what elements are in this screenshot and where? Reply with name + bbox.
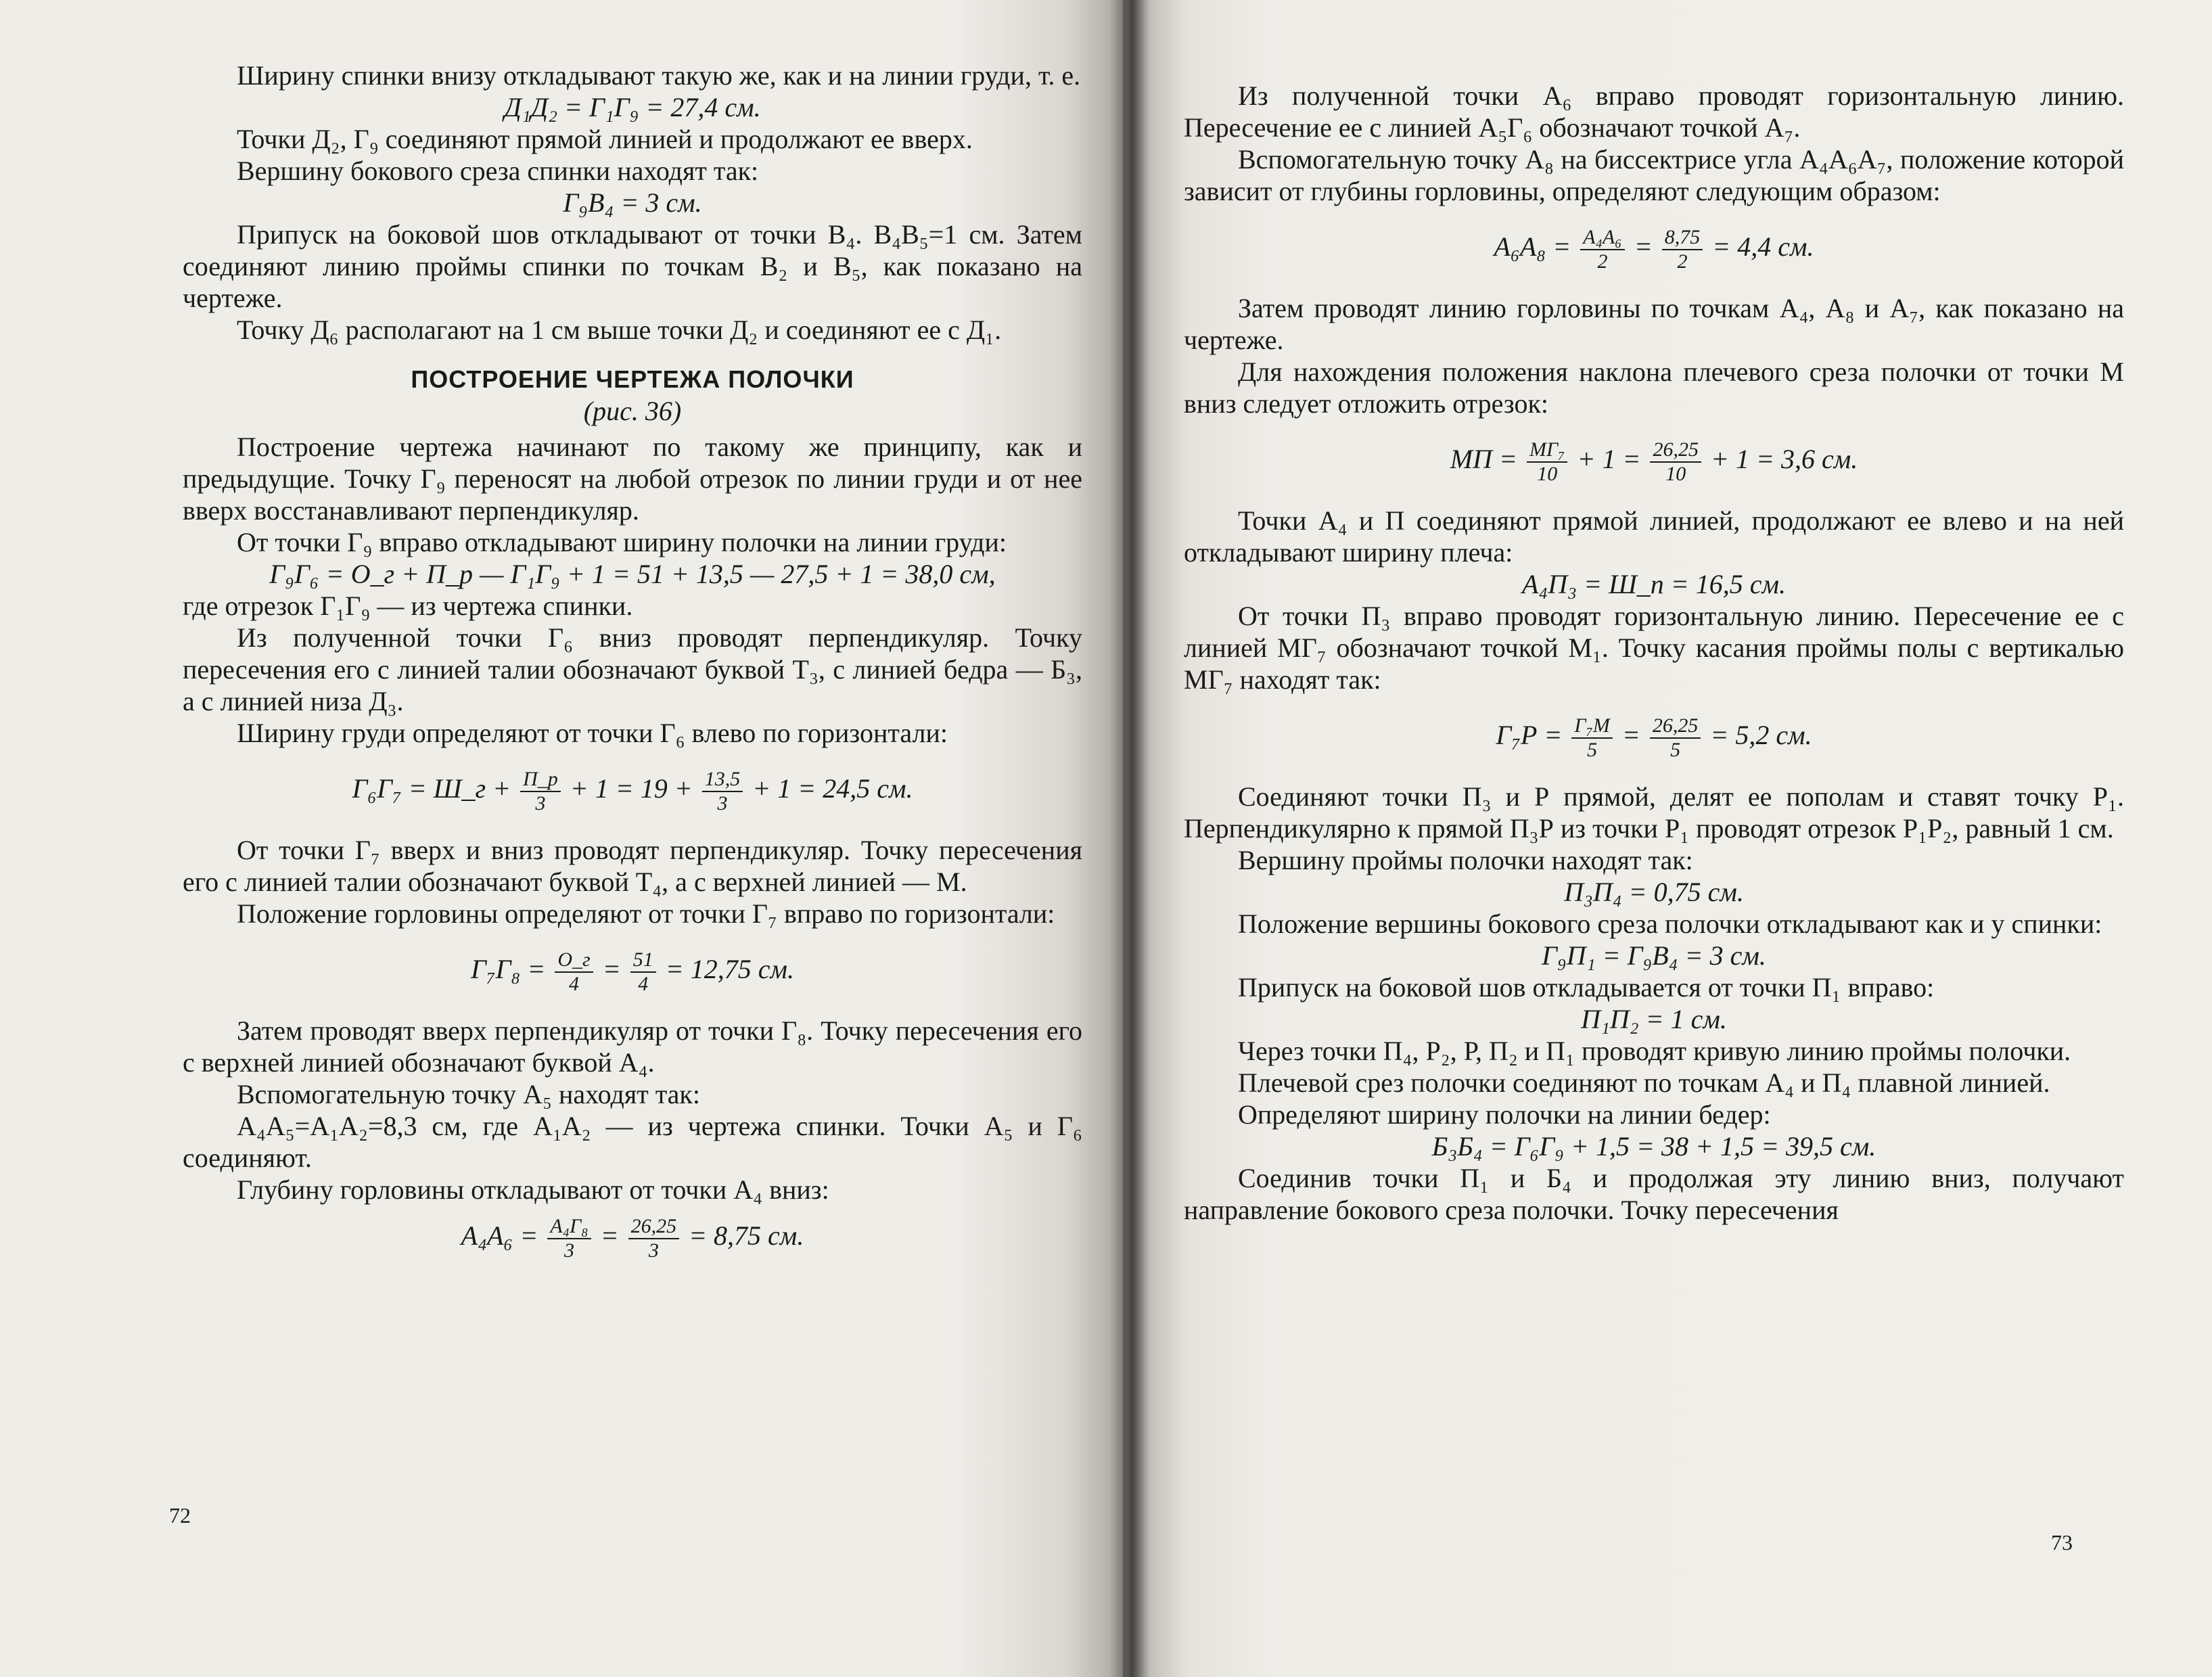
paragraph: Вершину бокового среза спинки находят так: bbox=[237, 156, 759, 186]
equation: Б₃Б₄ = Г₆Г₉ + 1,5 = 38 + 1,5 = 39,5 см. bbox=[1431, 1131, 1876, 1162]
paragraph: Положение горловины определяют от точки Г₇ вправо по горизонтали: bbox=[237, 898, 1055, 929]
paragraph: От точки Г₇ вверх и вниз проводят перпендикуляр. Точку пересечения его с линией талии обозначают буквой Т₄, а с верхней линией — М. bbox=[183, 835, 1082, 897]
equation bbox=[1184, 438, 2124, 486]
equation bbox=[183, 948, 1082, 996]
numerator: П_р bbox=[520, 768, 561, 792]
equation-part: А₆А₈ = bbox=[1494, 231, 1571, 262]
paragraph: Точку Д₆ располагают на 1 см выше точки Д₂ и соединяют ее с Д₁. bbox=[237, 315, 1002, 345]
equation: А₄П₃ = Ш_п = 16,5 см. bbox=[1521, 569, 1787, 599]
paragraph: Вершину проймы полочки находят так: bbox=[1238, 845, 1693, 875]
paragraph: Соединяют точки П₃ и Р прямой, делят ее пополам и ставят точку Р₁. Перпендикулярно к прямой П₃Р из точки Р₁ проводят отрезок Р₁Р₂, равный 1 см. bbox=[1184, 781, 2124, 844]
paragraph: Через точки П₄, Р₂, Р, П₂ и П₁ проводят кривую линию проймы полочки. bbox=[1238, 1036, 2071, 1066]
numerator: 8,75 bbox=[1662, 226, 1703, 250]
right-page-text bbox=[1184, 80, 2124, 1226]
paragraph: Построение чертежа начинают по такому же принципу, как и предыдущие. Точку Г₉ переносят на любой отрезок по линии груди и от нее вверх восстанавливают перпендикуляр. bbox=[183, 432, 1082, 526]
denominator: 10 bbox=[1665, 463, 1686, 485]
paragraph: Вспомогательную точку А₅ находят так: bbox=[237, 1079, 700, 1109]
equation-part: = 4,4 см. bbox=[1712, 231, 1814, 262]
paragraph: Ширину груди определяют от точки Г₆ влево по горизонтали: bbox=[237, 718, 948, 748]
fraction bbox=[1580, 226, 1625, 273]
denominator: 5 bbox=[1670, 739, 1681, 761]
numerator: 13,5 bbox=[702, 768, 743, 792]
paragraph: Из полученной точки А₆ вправо проводят горизонтальную линию. Пересечение ее с линией А₅Г₆ обозначают точкой А₇. bbox=[1184, 81, 2124, 143]
paragraph: Из полученной точки Г₆ вниз проводят перпендикуляр. Точку пересечения его с линией талии обозначают буквой Т₃, с линией бедра — Б₃, а с линией низа Д₃. bbox=[183, 622, 1082, 716]
paragraph: Припуск на боковой шов откладывается от точки П₁ вправо: bbox=[1238, 972, 1935, 1003]
denominator: 4 bbox=[638, 973, 649, 995]
fraction bbox=[1650, 438, 1701, 486]
denominator: 10 bbox=[1537, 463, 1558, 485]
equation-part: = 5,2 см. bbox=[1710, 720, 1812, 751]
paragraph: От точки Г₉ вправо откладывают ширину полочки на линии груди: bbox=[237, 527, 1007, 557]
numerator: 51 bbox=[630, 948, 656, 973]
equation bbox=[183, 768, 1082, 815]
equation-part: + 1 = 3,6 см. bbox=[1710, 444, 1858, 475]
right-page bbox=[1123, 0, 2212, 1677]
numerator: МГ₇ bbox=[1527, 438, 1568, 463]
paragraph: Затем проводят линию горловины по точкам А₄, А₈ и А₇, как показано на чертеже. bbox=[1184, 293, 2124, 355]
equation-part: = 12,75 см. bbox=[665, 954, 794, 985]
equation-part: + 1 = 24,5 см. bbox=[752, 773, 913, 804]
paragraph: Для нахождения положения наклона плечевого среза полочки от точки М вниз следует отложить отрезок: bbox=[1184, 357, 2124, 419]
numerator: О_г bbox=[555, 948, 593, 973]
denominator: 3 bbox=[535, 792, 546, 814]
equation-part: Г₇Г₈ = bbox=[471, 954, 546, 985]
paragraph: Точки Д₂, Г₉ соединяют прямой линией и продолжают ее вверх. bbox=[237, 124, 973, 154]
equation: Г₉Г₆ = О_г + П_р — Г₁Г₉ + 1 = 51 + 13,5 — 27,5 + 1 = 38,0 см, bbox=[269, 559, 996, 589]
paragraph: где отрезок Г₁Г₉ — из чертежа спинки. bbox=[183, 591, 633, 621]
fraction bbox=[1571, 714, 1613, 762]
page-number: 73 bbox=[2051, 1530, 2073, 1555]
numerator: А₄Г₈ bbox=[547, 1215, 591, 1239]
section-heading: ПОСТРОЕНИЕ ЧЕРТЕЖА ПОЛОЧКИ bbox=[411, 365, 854, 393]
book-gutter-shadow bbox=[1109, 0, 1150, 1677]
numerator: Г₇М bbox=[1571, 714, 1613, 739]
equation-part: + 1 = bbox=[1577, 444, 1641, 475]
numerator: 26,25 bbox=[1650, 714, 1701, 739]
fraction bbox=[520, 768, 561, 815]
fraction bbox=[1662, 226, 1703, 273]
numerator: 26,25 bbox=[628, 1215, 680, 1239]
equation: П₁П₂ = 1 см. bbox=[1581, 1004, 1727, 1034]
numerator: А₄А₆ bbox=[1580, 226, 1625, 250]
fraction bbox=[630, 948, 656, 996]
equation: П₃П₄ = 0,75 см. bbox=[1564, 877, 1744, 907]
paragraph: Вспомогательную точку А₈ на биссектрисе угла А₄А₆А₇, положение которой зависит от глубины горловины, определяют следующим образом: bbox=[1184, 144, 2124, 206]
equation-part: Г₇Р = bbox=[1496, 720, 1563, 751]
fraction bbox=[1650, 714, 1701, 762]
paragraph: От точки П₃ вправо проводят горизонтальную линию. Пересечение ее с линией МГ₇ обозначают точкой М₁. Точку касания проймы полы с вертикалью МГ₇ находят так: bbox=[1184, 601, 2124, 695]
equation bbox=[1184, 226, 2124, 273]
denominator: 2 bbox=[1597, 250, 1608, 273]
section-subheading: (рис. 36) bbox=[583, 396, 682, 426]
equation-part: МП = bbox=[1450, 444, 1517, 475]
equation-part: А₄А₆ = bbox=[461, 1220, 538, 1251]
equation: Г₉В₄ = 3 см. bbox=[563, 187, 702, 218]
denominator: 3 bbox=[563, 1239, 574, 1262]
equation bbox=[1184, 714, 2124, 762]
equation bbox=[183, 1215, 1082, 1262]
equals-sign: = bbox=[1621, 720, 1640, 751]
fraction bbox=[547, 1215, 591, 1262]
equation-part: Г₆Г₇ = Ш_г + bbox=[352, 773, 511, 804]
left-page-text bbox=[183, 60, 1082, 1262]
fraction bbox=[702, 768, 743, 815]
paragraph: Определяют ширину полочки на линии бедер: bbox=[1238, 1099, 1771, 1130]
equation-part: = 8,75 см. bbox=[689, 1220, 804, 1251]
equation: Г₉П₁ = Г₉В₄ = 3 см. bbox=[1542, 940, 1766, 971]
fraction bbox=[1527, 438, 1568, 486]
fraction bbox=[555, 948, 593, 996]
equals-sign: = bbox=[600, 1220, 619, 1251]
paragraph: Плечевой срез полочки соединяют по точкам А₄ и П₄ плавной линией. bbox=[1238, 1067, 2050, 1098]
paragraph: Глубину горловины откладывают от точки А₄ вниз: bbox=[237, 1174, 829, 1205]
paragraph: А₄А₅=А₁А₂=8,3 см, где А₁А₂ — из чертежа спинки. Точки А₅ и Г₆ соединяют. bbox=[183, 1111, 1082, 1173]
paragraph: Положение вершины бокового среза полочки откладывают как и у спинки: bbox=[1238, 909, 2102, 939]
paragraph: Ширину спинки внизу откладывают такую же, как и на линии груди, т. е. bbox=[237, 60, 1081, 91]
paragraph: Соединив точки П₁ и Б₄ и продолжая эту линию вниз, получают направление бокового среза полочки. Точку пересечения bbox=[1184, 1163, 2124, 1225]
paragraph: Припуск на боковой шов откладывают от точки В₄. В₄В₅=1 см. Затем соединяют линию проймы спинки по точкам В₂ и В₅, как показано на чертеже. bbox=[183, 219, 1082, 313]
denominator: 4 bbox=[569, 973, 580, 995]
numerator: 26,25 bbox=[1650, 438, 1701, 463]
denominator: 2 bbox=[1677, 250, 1688, 273]
paragraph: Точки А₄ и П соединяют прямой линией, продолжают ее влево и на ней откладывают ширину плеча: bbox=[1184, 505, 2124, 568]
denominator: 3 bbox=[717, 792, 728, 814]
fraction bbox=[628, 1215, 680, 1262]
page-number: 72 bbox=[169, 1503, 191, 1527]
denominator: 5 bbox=[1587, 739, 1598, 761]
equation: Д₁Д₂ = Г₁Г₉ = 27,4 см. bbox=[504, 92, 761, 122]
paragraph: Затем проводят вверх перпендикуляр от точки Г₈. Точку пересечения его с верхней линией обозначают буквой А₄. bbox=[183, 1015, 1082, 1078]
equation-part: + 1 = 19 + bbox=[570, 773, 693, 804]
equals-sign: = bbox=[1634, 231, 1653, 262]
equals-sign: = bbox=[602, 954, 621, 985]
denominator: 3 bbox=[648, 1239, 659, 1262]
